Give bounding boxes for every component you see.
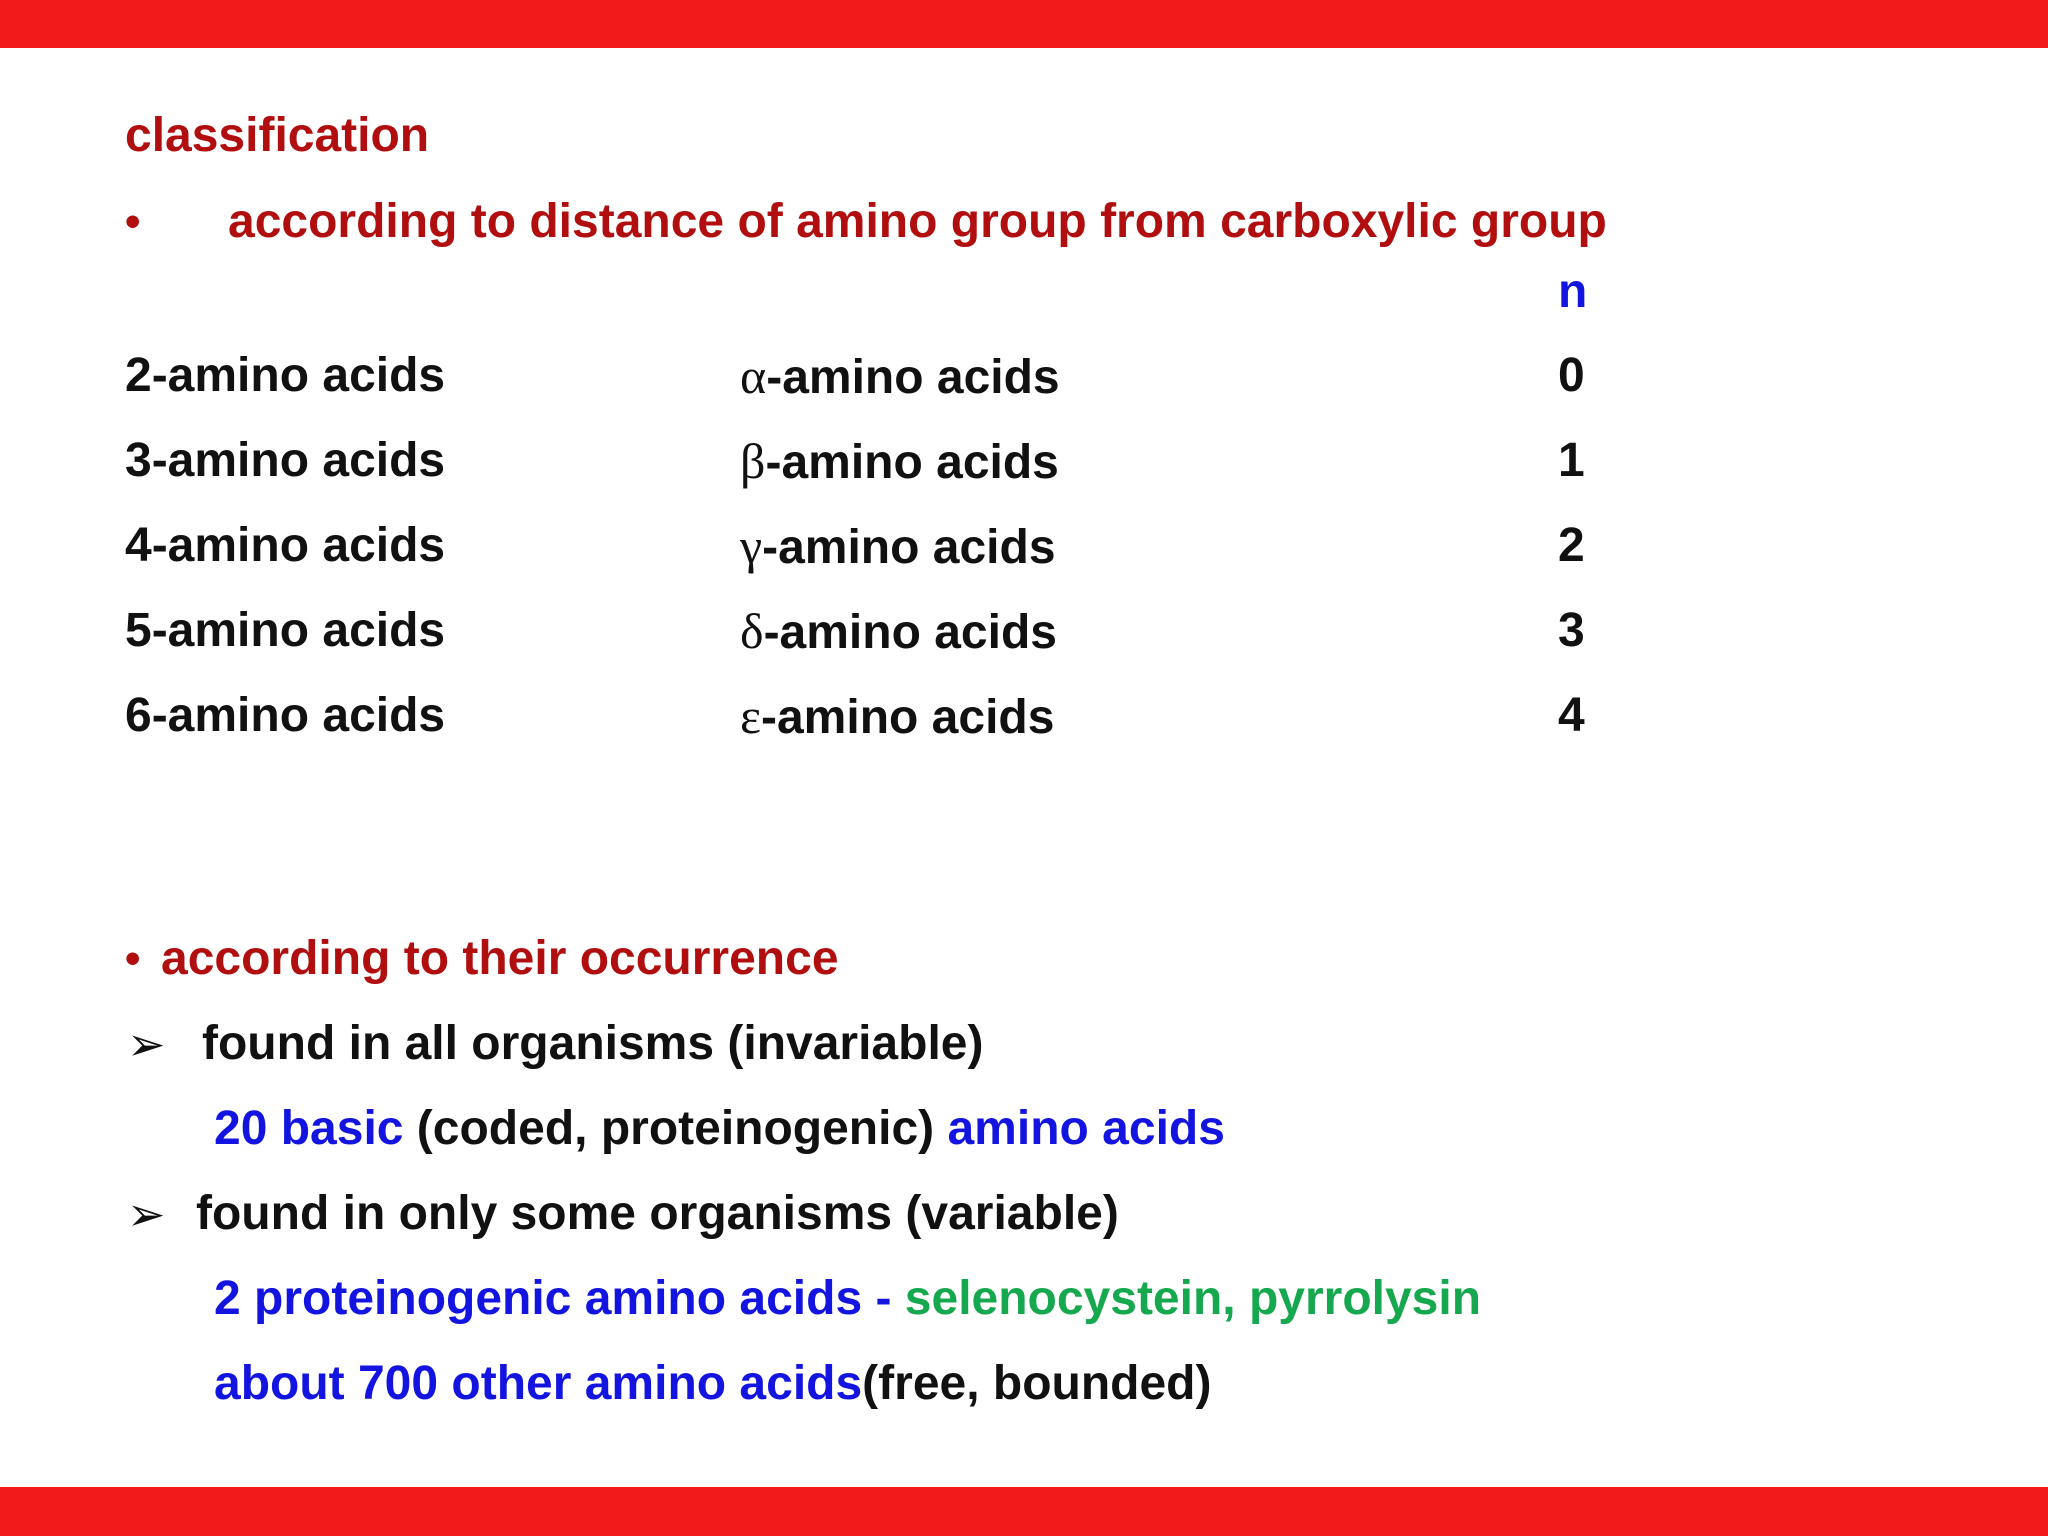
top-accent-bar xyxy=(0,0,2048,48)
plain-text: (free, bounded) xyxy=(862,1357,1212,1410)
table-row-greek-name xyxy=(740,516,1056,578)
table-row-n: 2 xyxy=(1558,519,1585,572)
highlight-blue: 20 basic xyxy=(214,1102,404,1155)
table-row-greek-name xyxy=(740,686,1054,748)
section-title-occurrence: according to their occurrence xyxy=(161,932,839,985)
arrow-bullet-icon: ➢ xyxy=(127,1188,166,1240)
greek-letter: ε xyxy=(740,688,761,744)
greek-suffix: -amino acids xyxy=(762,521,1056,574)
greek-suffix: -amino acids xyxy=(763,606,1057,659)
greek-letter: α xyxy=(740,348,767,404)
table-row-n: 0 xyxy=(1558,349,1585,402)
highlight-blue: 2 proteinogenic amino acids - xyxy=(214,1272,905,1325)
greek-letter: δ xyxy=(740,603,764,659)
greek-suffix: -amino acids xyxy=(765,436,1059,489)
greek-letter: γ xyxy=(740,518,763,574)
table-row-name: 4-amino acids xyxy=(125,519,446,572)
list-subitem-basic xyxy=(214,1099,1225,1159)
page-title: classification xyxy=(125,109,430,162)
table-row-greek-name xyxy=(740,346,1060,408)
list-item-variable: found in only some organisms (variable) xyxy=(196,1187,1119,1240)
table-row-n: 3 xyxy=(1558,604,1585,657)
table-row-name: 2-amino acids xyxy=(125,349,446,402)
table-row-n: 1 xyxy=(1558,434,1585,487)
greek-letter: β xyxy=(740,433,766,489)
arrow-bullet-icon: ➢ xyxy=(127,1018,166,1070)
list-subitem-other xyxy=(214,1354,1211,1414)
highlight-blue: about 700 other amino acids xyxy=(214,1357,863,1410)
table-row-name: 3-amino acids xyxy=(125,434,446,487)
table-row-greek-name xyxy=(740,431,1059,493)
bullet-marker: • xyxy=(125,934,141,983)
section-title-distance: according to distance of amino group from carboxylic group xyxy=(228,195,1607,248)
list-subitem-proteinogenic xyxy=(214,1269,1481,1329)
highlight-blue: amino acids xyxy=(947,1102,1225,1155)
highlight-green: selenocystein, pyrrolysin xyxy=(904,1272,1482,1325)
n-column-header: n xyxy=(1558,265,1588,318)
table-row-name: 5-amino acids xyxy=(125,604,446,657)
greek-suffix: -amino acids xyxy=(761,691,1055,744)
table-row-n: 4 xyxy=(1558,689,1585,742)
list-item-invariable: found in all organisms (invariable) xyxy=(202,1017,984,1070)
bottom-accent-bar xyxy=(0,1487,2048,1536)
plain-text: (coded, proteinogenic) xyxy=(403,1102,948,1155)
greek-suffix: -amino acids xyxy=(766,351,1060,404)
table-row-greek-name xyxy=(740,601,1057,663)
bullet-marker: • xyxy=(125,197,141,246)
table-row-name: 6-amino acids xyxy=(125,689,446,742)
